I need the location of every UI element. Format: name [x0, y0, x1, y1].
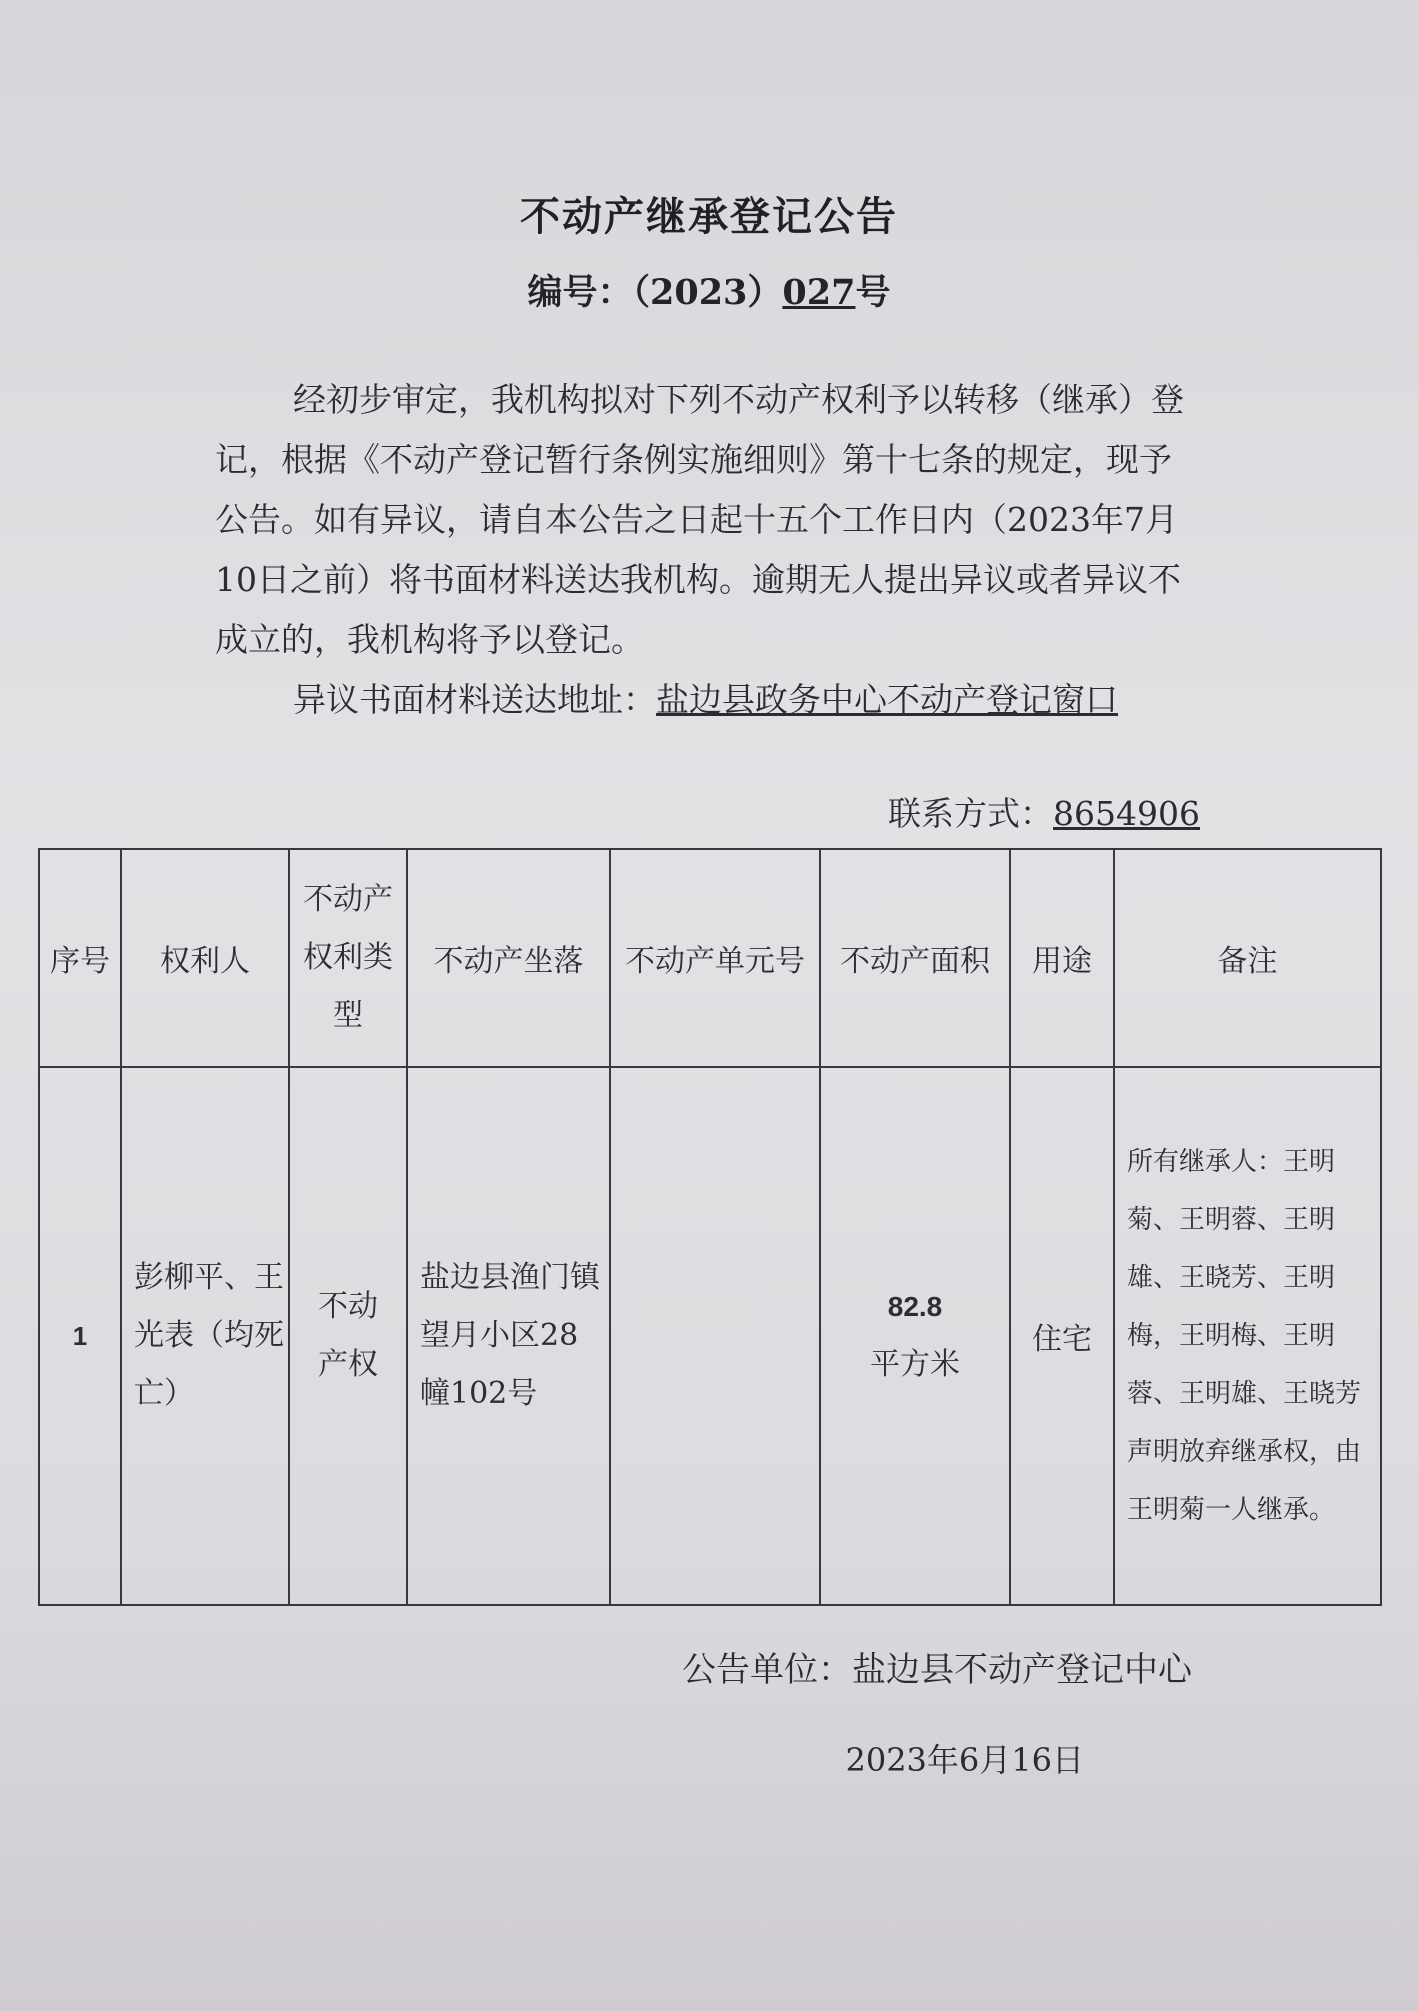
address-value: 盐边县政务中心不动产登记窗口: [656, 680, 1118, 719]
table-row: [39, 1067, 1381, 1605]
cell-area: [820, 1067, 1010, 1605]
contact-value: 8654906: [1053, 794, 1200, 833]
contact-label: 联系方式：: [888, 794, 1054, 833]
issuing-unit: 公告单位：盐边县不动产登记中心: [682, 1650, 1192, 1690]
header-cell: 不动产权利类型: [289, 849, 407, 1067]
cell-usage: 住宅: [1010, 1067, 1114, 1605]
header-cell: 权利人: [121, 849, 289, 1067]
cell-no: 1: [39, 1067, 121, 1605]
address-label: 异议书面材料送达地址：: [293, 680, 656, 719]
issue-date: 2023年6月16日: [845, 1741, 1084, 1779]
notice-paragraph: 经初步审定，我机构拟对下列不动产权利予以转移（继承）登记，根据《不动产登记暂行条例实施细则》第十七条的规定，现予公告。如有异议，请自本公告之日起十五个工作日内（2023年7月10日之前）将书面材料送达我机构。逾期无人提出异议或者异议不成立的，我机构将予以登记。: [215, 380, 1184, 659]
header-cell: 不动产单元号: [610, 849, 820, 1067]
doc-no-number: 027: [782, 272, 856, 313]
header-cell: 序号: [39, 849, 121, 1067]
header-cell: 不动产面积: [820, 849, 1010, 1067]
header-cell: 备注: [1114, 849, 1381, 1067]
cell-unit-no: [610, 1067, 820, 1605]
area-value: 82.8: [887, 1291, 943, 1322]
notice-title: 不动产继承登记公告: [520, 193, 898, 240]
cell-remark: 所有继承人：王明菊、王明蓉、王明雄、王晓芳、王明梅，王明梅、王明蓉、王明雄、王晓芳声明放弃继承权，由王明菊一人继承。: [1114, 1067, 1381, 1605]
contact-line: [888, 788, 1200, 835]
objection-address: [215, 670, 1200, 730]
area-unit: 平方米: [870, 1347, 960, 1382]
doc-no-prefix: 编号：（2023）: [527, 272, 783, 313]
cell-right-type: 不动产权: [289, 1067, 407, 1605]
doc-no-suffix: 号: [855, 272, 891, 313]
cell-owner: 彭柳平、王光表（均死亡）: [121, 1067, 289, 1605]
cell-location: 盐边县渔门镇望月小区28幢102号: [407, 1067, 610, 1605]
table-header-row: [39, 849, 1381, 1067]
notice-body: [215, 370, 1200, 730]
document-number: [0, 265, 1418, 315]
registration-table: [38, 848, 1382, 1606]
header-cell: 不动产坐落: [407, 849, 610, 1067]
header-cell: 用途: [1010, 849, 1114, 1067]
